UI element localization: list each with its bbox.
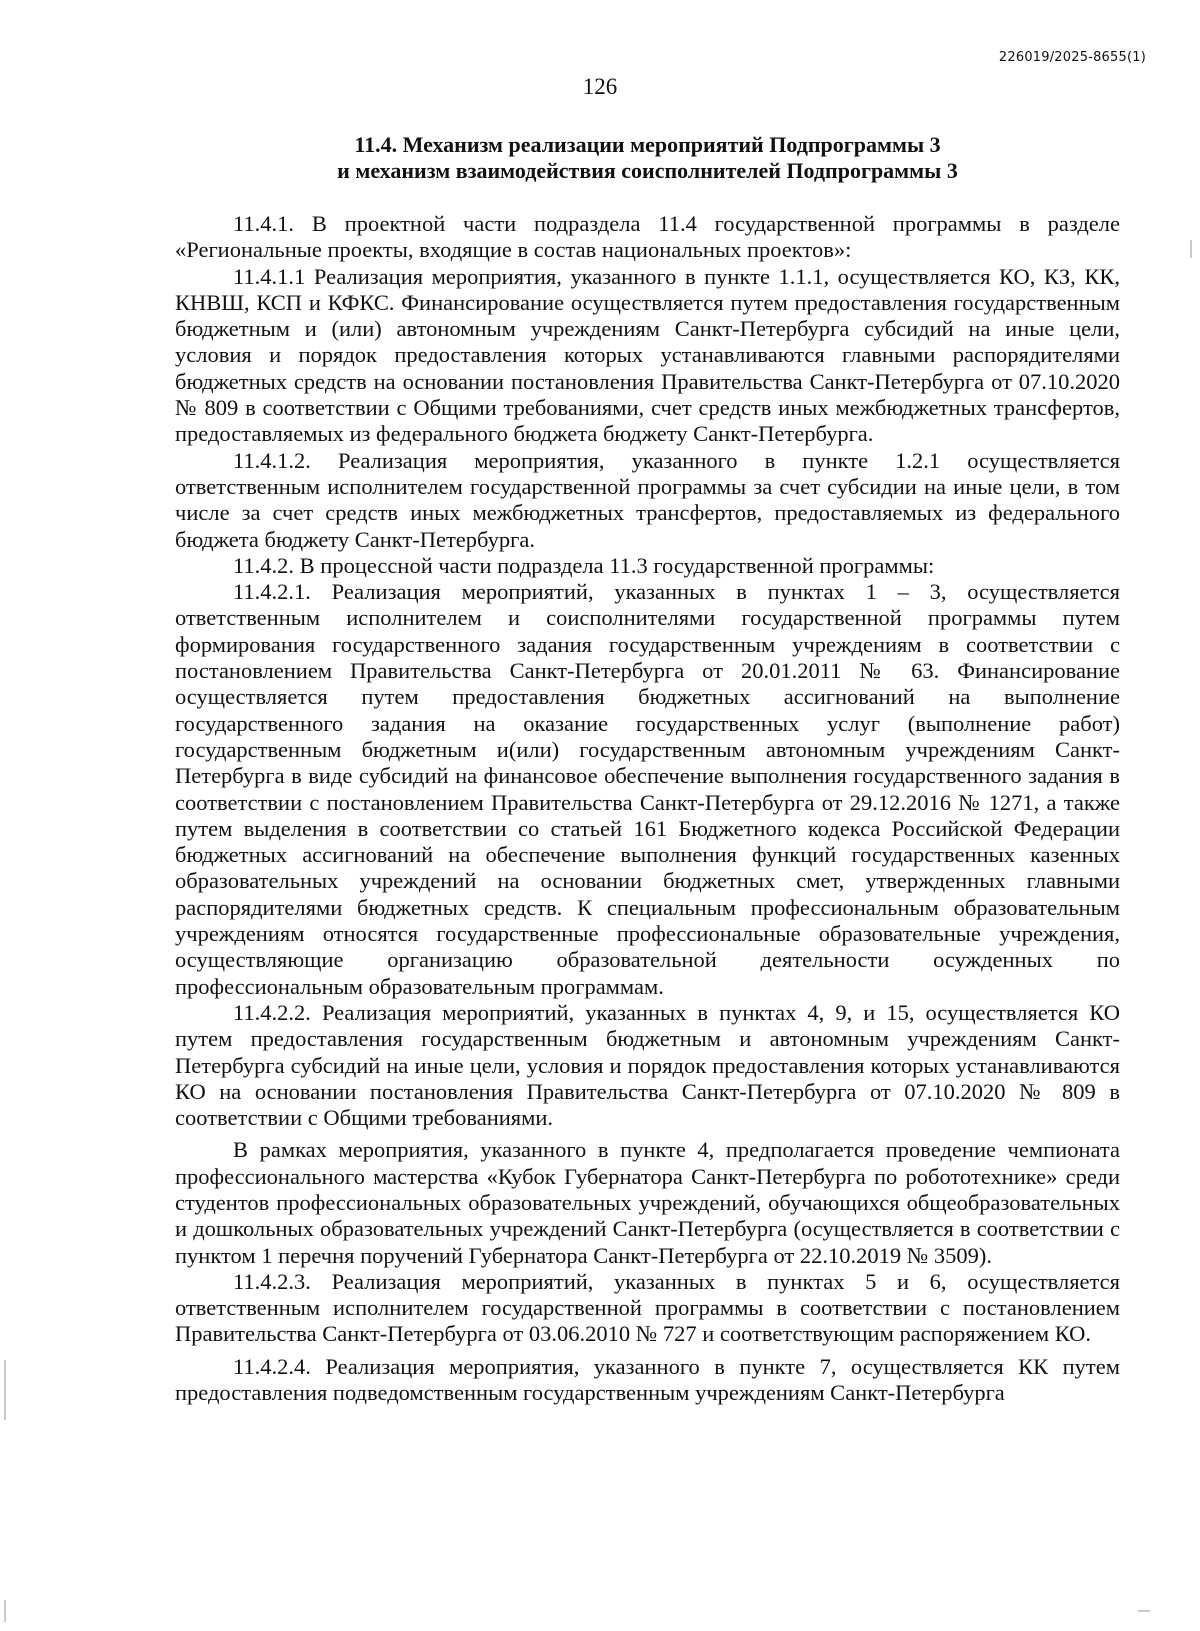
scan-edge-mark [4, 1600, 6, 1622]
document-registration-number: 226019/2025-8655(1) [998, 50, 1146, 65]
document-body [175, 211, 1120, 1406]
page-number: 126 [582, 74, 618, 99]
scan-edge-mark [4, 1360, 6, 1420]
paragraph-11-4-1-2: 11.4.1.2. Реализация мероприятия, указанного в пункте 1.2.1 осуществляется ответственным исполнителем государственной программы за счет субсидии на иные цели, в том числе за счет средств иных межбюджетных трансфертов, предоставляемых из федерального бюджета бюджету Санкт-Петербурга. [175, 447, 1120, 552]
section-heading-line-2: и механизм взаимодействия соисполнителей Подпрограммы 3 [337, 158, 958, 183]
paragraph-robotics-cup: В рамках мероприятия, указанного в пункте 4, предполагается проведение чемпионата профессионального мастерства «Кубок Губернатора Санкт-Петербурга по робототехнике» среди студентов профессиональных образовательных учреждений, обучающихся общеобразовательных и дошкольных образовательных учреждений Санкт-Петербурга (осуществляется в соответствии с пунктом 1 перечня поручений Губернатора Санкт-Петербурга от 22.10.2019 № 3509). [175, 1137, 1120, 1268]
paragraph-11-4-1-1: 11.4.1.1 Реализация мероприятия, указанного в пункте 1.1.1, осуществляется КО, КЗ, КК, КНВШ, КСП и КФКС. Финансирование осуществляется путем предоставления государственным бюджетным и (или) автономным учреждениям Санкт-Петербурга субсидий на иные цели, условия и порядок предоставления которых устанавливаются главными распорядителями бюджетных средств на основании постановления Правительства Санкт-Петербурга от 07.10.2020 № 809 в соответствии с Общими требованиями, счет средств иных межбюджетных трансфертов, предоставляемых из федерального бюджета бюджету Санкт-Петербурга. [175, 263, 1120, 447]
paragraph-11-4-2: 11.4.2. В процессной части подраздела 11.3 государственной программы: [233, 552, 935, 578]
paragraph-11-4-1: 11.4.1. В проектной части подраздела 11.4 государственной программы в разделе «Региональные проекты, входящие в состав национальных проектов»: [175, 211, 1120, 263]
paragraph-11-4-2-1: 11.4.2.1. Реализация мероприятий, указанных в пунктах 1 – 3, осуществляется ответственным исполнителем и соисполнителями государственной программы путем формирования государственного задания государственным учреждениям в соответствии с постановлением Правительства Санкт-Петербурга от 20.01.2011 № 63. Финансирование осуществляется путем предоставления бюджетных ассигнований на выполнение государственного задания на оказание государственных услуг (выполнение работ) государственным бюджетным и(или) государственным автономным учреждениям Санкт-Петербурга в виде субсидий на финансовое обеспечение выполнения государственного задания в соответствии с постановлением Правительства Санкт-Петербурга от 29.12.2016 № 1271, а также путем выделения в соответствии со статьей 161 Бюджетного кодекса Российской Федерации бюджетных ассигнований на обеспечение выполнения функций государственных казенных образовательных учреждений на основании бюджетных смет, утвержденных главными распорядителями бюджетных средств. К специальным профессиональным образовательным учреждениям относятся государственные профессиональные образовательные учреждения, осуществляющие организацию образовательной деятельности осужденных по профессиональным образовательным программам. [175, 579, 1120, 999]
scan-edge-mark [1190, 240, 1192, 258]
scan-edge-mark [1138, 1610, 1150, 1612]
paragraph-11-4-2-2: 11.4.2.2. Реализация мероприятий, указанных в пунктах 4, 9, и 15, осуществляется КО путем предоставления государственным бюджетным и автономным учреждениям Санкт-Петербурга субсидий на иные цели, условия и порядок предоставления которых устанавливаются КО на основании постановления Правительства Санкт-Петербурга от 07.10.2020 № 809 в соответствии с Общими требованиями. [175, 999, 1120, 1131]
paragraph-11-4-2-3: 11.4.2.3. Реализация мероприятий, указанных в пунктах 5 и 6, осуществляется ответственным исполнителем государственной программы в соответствии с постановлением Правительства Санкт-Петербурга от 03.06.2010 № 727 и соответствующим распоряжением КО. [175, 1268, 1120, 1347]
section-heading-line-1: 11.4. Механизм реализации мероприятий Подпрограммы 3 [354, 132, 941, 157]
section-heading [175, 132, 1120, 184]
paragraph-11-4-2-4: 11.4.2.4. Реализация мероприятия, указанного в пункте 7, осуществляется КК путем предоставления подведомственным государственным учреждениям Санкт-Петербурга [175, 1353, 1120, 1406]
